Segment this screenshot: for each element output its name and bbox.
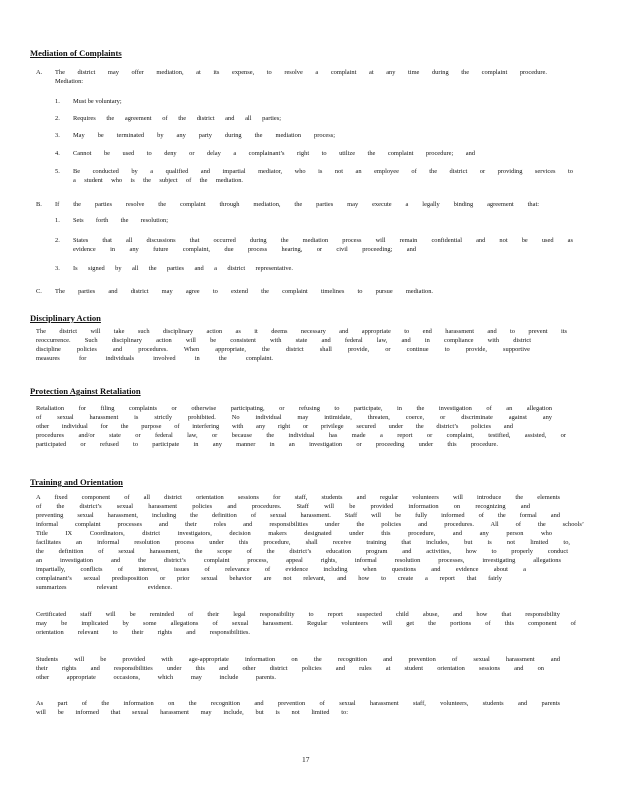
mediation-c-line-1: The parties and district may agree to extend the complaint timelines to pursue mediation. [55,288,433,295]
disciplinary-line-4: measures for individuals involved in the complaint. [36,355,273,362]
mediation-a-item-4: Cannot be used to deny or delay a complainant’s right to utilize the complaint procedure; and [73,150,475,157]
training-p1-line-2: of the district’s sexual harassment policies and procedures. Staff will be provided information on recognizing and [36,503,530,510]
training-p2-line-3: orientation relevant to their rights and responsibilities. [36,629,250,636]
mediation-a-line-1: The district may offer mediation, at its expense, to resolve a complaint at any time during the complaint procedure. [55,69,547,76]
protection-line-3: other individual for the purpose of interfering with any right or privilege secured under the district’s policies and [36,423,513,430]
item-number: 1. [55,217,60,224]
training-p1-line-11: summarizes relevant evidence. [36,584,172,591]
mediation-a-item-2: Requires the agreement of the district and all parties; [73,115,281,122]
training-p1-line-10: complainant’s sexual predisposition or prior sexual behavior are not relevant, and how to create a report that fairly [36,575,502,582]
training-p1-line-1: A fixed component of all district orientation sessions for staff, students and regular volunteers will introduce the elements [36,494,560,501]
item-label-b: B. [36,201,42,208]
training-p2-line-1: Certificated staff will be reminded of their legal responsibility to report suspected child abuse, and how that responsibility [36,611,560,618]
item-label-c: C. [36,288,42,295]
item-number: 1. [55,98,60,105]
protection-line-4: procedures and/or state or federal law, or because the individual has made a report or complaint, testified, assisted, or [36,432,566,439]
mediation-b-item-2-line-2: evidence in any future complaint, due process hearing, or civil proceeding; and [73,246,416,253]
item-number: 3. [55,132,60,139]
disciplinary-line-1: The district will take such disciplinary action as it deems necessary and appropriate to end harassment and to prevent its [36,328,567,335]
training-p1-line-6: facilitates an informal resolution process under this procedure, shall receive training that includes, but is not limited to, [36,539,570,546]
section-heading-training: Training and Orientation [30,477,123,487]
training-p3-line-2: their rights and responsibilities under this and other district policies and rules at student orientation sessions and on [36,665,544,672]
protection-line-5: participated or refused to participate in any manner in an investigation or proceeding under this procedure. [36,441,498,448]
page-number: 17 [302,755,310,764]
protection-line-1: Retaliation for filing complaints or otherwise participating, or refusing to participate, in the investigation of an allegation [36,405,552,412]
mediation-a-item-5-line-2: a student who is the subject of the mediation. [73,177,243,184]
item-number: 4. [55,150,60,157]
training-p4-line-2: will be informed that sexual harassment may include, but is not limited to: [36,709,348,716]
training-p2-line-2: may be implicated by some allegations of sexual harassment. Regular volunteers will get the portions of this component of [36,620,576,627]
training-p1-line-4: informal complaint processes and their roles and responsibilities under the policies and procedures. All of the schools’ [36,521,584,528]
mediation-a-item-1: Must be voluntary; [73,98,122,105]
mediation-b-item-2-line-1: States that all discussions that occurred during the mediation process will remain confidential and not be used as [73,237,573,244]
mediation-b-item-1: Sets forth the resolution; [73,217,168,224]
item-number: 2. [55,237,60,244]
mediation-a-line-2: Mediation: [55,78,84,85]
disciplinary-line-2: reoccurrence. Such disciplinary action will be consistent with state and federal law, and in compliance with district [36,337,531,344]
training-p1-line-7: the definition of sexual harassment, the scope of the district’s education program and activities, how to properly conduct [36,548,568,555]
section-heading-mediation: Mediation of Complaints [30,48,122,58]
mediation-a-item-3: May be terminated by any party during the mediation process; [73,132,335,139]
training-p3-line-1: Students will be provided with age-appropriate information on the recognition and prevention of sexual harassment and [36,656,560,663]
training-p3-line-3: other appropriate occasions, which may include parents. [36,674,276,681]
item-number: 3. [55,265,60,272]
training-p1-line-3: preventing sexual harassment, including the definition of sexual harassment. Staff will be fully informed of the formal and [36,512,560,519]
section-heading-disciplinary: Disciplinary Action [30,313,101,323]
mediation-b-item-3: Is signed by all the parties and a district representative. [73,265,293,272]
item-label-a: A. [36,69,43,76]
mediation-b-line-1: If the parties resolve the complaint through mediation, the parties may execute a legally binding agreement that: [55,201,539,208]
item-number: 2. [55,115,60,122]
item-number: 5. [55,168,60,175]
training-p1-line-5: Title IX Coordinators, district investigators, decision makers designated under this procedure, and any person who [36,530,552,537]
protection-line-2: of sexual harassment is strictly prohibited. No individual may intimidate, threaten, coerce, or discriminate against any [36,414,552,421]
section-heading-protection: Protection Against Retaliation [30,386,141,396]
training-p1-line-8: an investigation and the district’s complaint process, appeal rights, informal resolution processes, investigating allegations [36,557,561,564]
training-p1-line-9: impartially, conflicts of interest, issues of relevance of evidence including when questions and evidence about a [36,566,526,573]
training-p4-line-1: As part of the information on the recognition and prevention of sexual harassment staff, volunteers, students and parents [36,700,560,707]
disciplinary-line-3: discipline policies and procedures. When appropriate, the district shall provide, or continue to provide, supportive [36,346,530,353]
mediation-a-item-5-line-1: Be conducted by a qualified and impartial mediator, who is not an employee of the district or providing services to [73,168,573,175]
